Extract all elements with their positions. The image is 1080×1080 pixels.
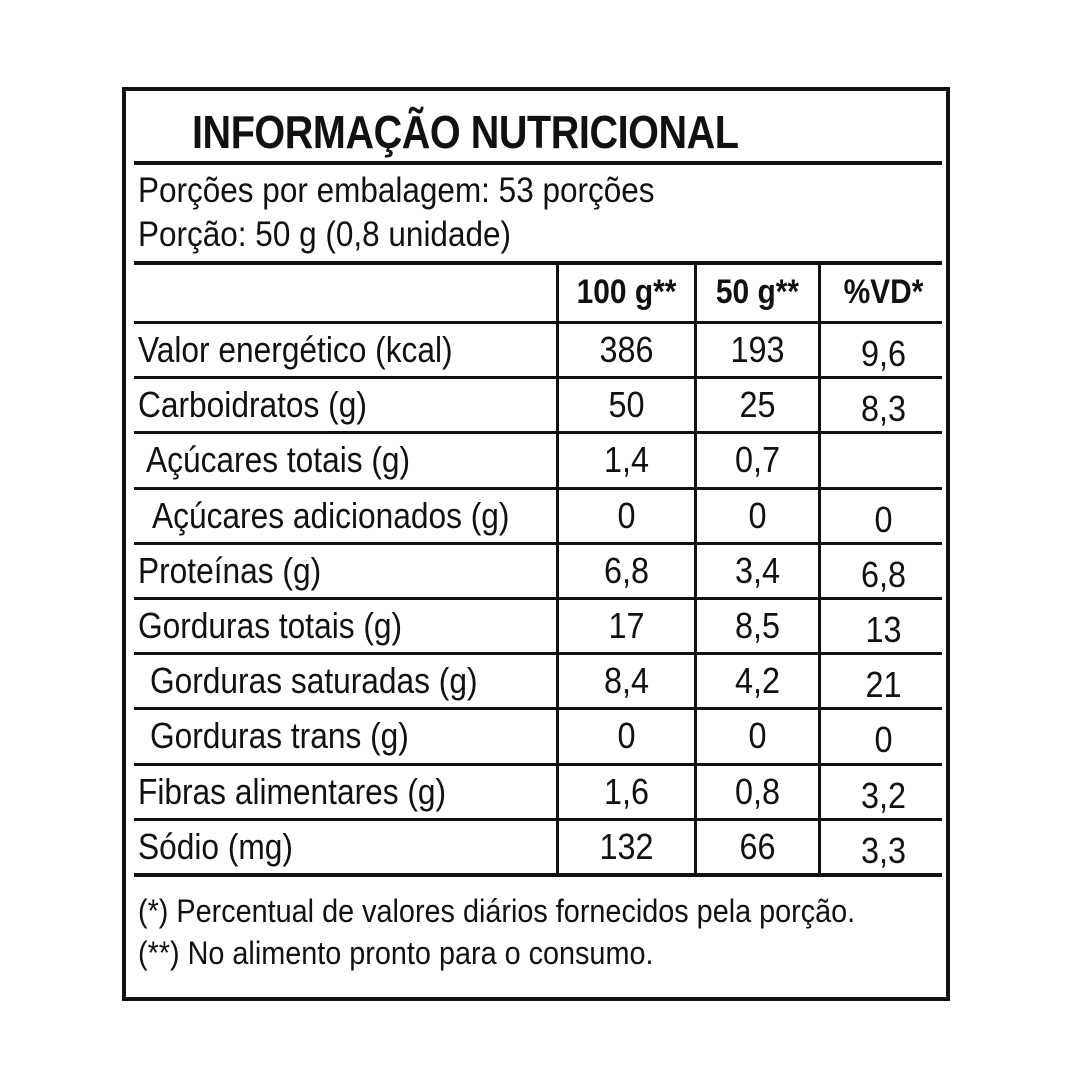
row-separator [134, 707, 942, 710]
serving-size: Porção: 50 g (0,8 unidade) [138, 215, 512, 254]
value-vd: 0 [874, 499, 893, 540]
row-label: Proteínas (g) [138, 550, 322, 591]
label-title: INFORMAÇÃO NUTRICIONAL [192, 106, 739, 158]
servings-per-package: Porções por embalagem: 53 porções [138, 171, 655, 210]
row-label: Fibras alimentares (g) [138, 771, 447, 812]
divider-title [134, 161, 942, 165]
value-vd: 21 [865, 664, 902, 705]
value-vd: 3,3 [860, 830, 907, 871]
column-header-100g: 100 g** [576, 273, 677, 311]
value-100g: 8,4 [603, 660, 650, 701]
value-50g: 0 [748, 715, 767, 756]
value-50g: 193 [730, 329, 785, 370]
row-separator [134, 818, 942, 821]
row-separator [134, 431, 942, 434]
footnote-vd: (*) Percentual de valores diários fornecidos pela porção. [138, 893, 856, 929]
value-100g: 1,6 [603, 771, 650, 812]
value-50g: 66 [739, 826, 776, 867]
column-header-50g: 50 g** [715, 273, 800, 311]
footnote-prepared: (**) No alimento pronto para o consumo. [138, 935, 654, 971]
value-50g: 25 [739, 384, 776, 425]
value-50g: 0,7 [734, 439, 781, 480]
row-label: Valor energético (kcal) [138, 329, 453, 370]
value-100g: 386 [599, 329, 654, 370]
row-separator [134, 321, 942, 324]
row-label: Sódio (mg) [138, 826, 293, 867]
value-100g: 17 [608, 605, 645, 646]
value-vd: 6,8 [860, 554, 907, 595]
row-label: Gorduras trans (g) [150, 715, 409, 756]
row-label: Carboidratos (g) [138, 384, 367, 425]
row-label: Gorduras totais (g) [138, 605, 403, 646]
value-50g: 3,4 [734, 550, 781, 591]
row-separator [134, 652, 942, 655]
row-separator [134, 597, 942, 600]
row-separator [134, 763, 942, 766]
nutrition-facts-label [122, 87, 950, 1001]
value-100g: 0 [617, 495, 636, 536]
value-vd: 3,2 [860, 775, 907, 816]
value-vd: 9,6 [860, 333, 907, 374]
row-separator [134, 487, 942, 490]
row-label: Gorduras saturadas (g) [150, 660, 478, 701]
row-separator [134, 542, 942, 545]
value-vd: 13 [865, 609, 902, 650]
value-100g: 0 [617, 715, 636, 756]
value-vd: 0 [874, 719, 893, 760]
column-header-vd: %VD* [843, 273, 924, 311]
value-50g: 8,5 [734, 605, 781, 646]
value-100g: 132 [599, 826, 654, 867]
value-100g: 1,4 [603, 439, 650, 480]
divider-footer [134, 873, 942, 877]
row-label: Açúcares adicionados (g) [152, 495, 510, 536]
value-50g: 0 [748, 495, 767, 536]
row-separator [134, 376, 942, 379]
row-label: Açúcares totais (g) [146, 439, 411, 480]
value-100g: 50 [608, 384, 645, 425]
value-vd: 8,3 [860, 388, 907, 429]
column-divider-2 [694, 263, 697, 875]
value-50g: 0,8 [734, 771, 781, 812]
value-100g: 6,8 [603, 550, 650, 591]
column-divider-3 [818, 263, 821, 875]
column-divider-1 [556, 263, 559, 875]
value-50g: 4,2 [734, 660, 781, 701]
